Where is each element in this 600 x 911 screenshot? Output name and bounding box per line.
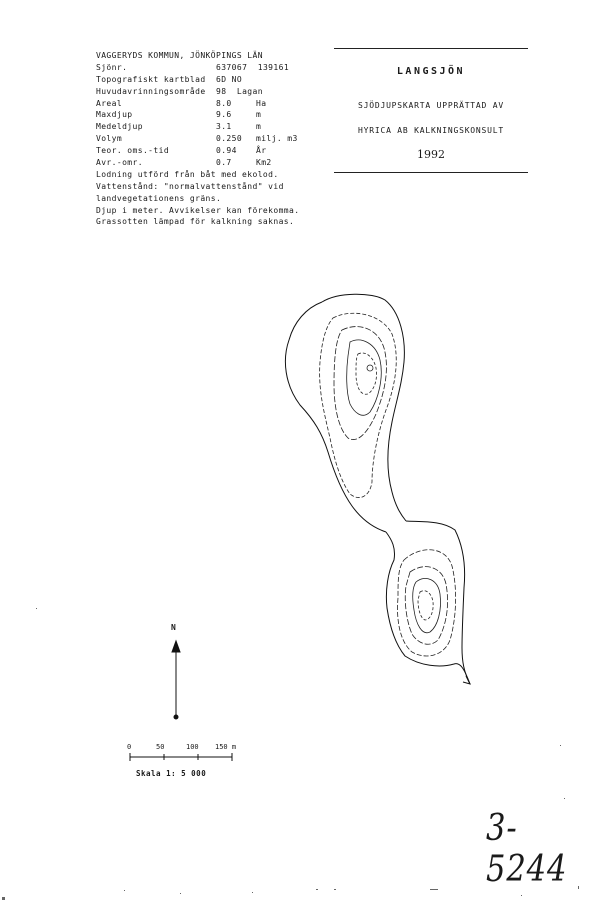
lake-name: LANGSJÖN (396, 66, 466, 77)
scale-tick-100: 100 (186, 743, 199, 751)
stat-key: Sjönr. (96, 62, 128, 72)
map-author: HYRICA AB KALKNINGSKONSULT (357, 126, 505, 135)
note-line: Lodning utförd från båt med ekolod. (96, 169, 279, 179)
contour-south-8m (418, 591, 433, 620)
lake-shoreline-north (322, 294, 406, 521)
lake-shoreline-south-west (386, 532, 470, 684)
north-arrow-icon (172, 641, 180, 719)
stat-value: 0.7 (216, 158, 232, 168)
handwritten-code: 3-5244 (486, 808, 568, 890)
stat-key: Teor. oms.-tid (96, 146, 170, 156)
stat-unit: m (256, 122, 262, 132)
stat-value: 8.0 (216, 98, 232, 108)
stat-key: Huvudavrinningsområde (96, 86, 206, 96)
stat-value: 0.94 (216, 146, 237, 156)
scale-tick-0: 0 (127, 743, 132, 751)
stat-key: Volym (96, 134, 123, 144)
contour-south-6m (413, 578, 441, 632)
scale-tick-50: 50 (156, 743, 165, 751)
stat-value: 6D NO (216, 74, 243, 84)
stat-unit: Km2 (256, 158, 272, 168)
contour-north-8m (356, 353, 377, 394)
scale-bar (130, 753, 232, 761)
map-subtitle: SJÖDJUPSKARTA UPPRÄTTAD AV (357, 101, 505, 110)
max-depth-marker (367, 365, 373, 371)
stat-key: Avr.-omr. (96, 158, 143, 168)
stat-key: Medeldjup (96, 122, 143, 132)
stat-key: Areal (96, 98, 123, 108)
stat-unit: milj. m3 (256, 134, 298, 144)
stat-key: Topografiskt kartblad (96, 74, 206, 84)
stat-value: 3.1 (216, 122, 232, 132)
lake-shoreline-south-east (406, 521, 470, 684)
stat-value: 0.250 (216, 134, 243, 144)
north-label: N (171, 623, 176, 632)
stat-key: Maxdjup (96, 110, 133, 120)
note-line: landvegetationens gräns. (96, 193, 222, 203)
municipality-label: VAGGERYDS KOMMUN, JÖNKÖPINGS LÄN (96, 51, 263, 60)
note-line: Grassotten lämpad för kalkning saknas. (96, 217, 295, 227)
stat-unit: År (256, 146, 267, 156)
contour-south-2m (398, 550, 456, 656)
note-line: Djup i meter. Avvikelser kan förekomma. (96, 205, 300, 215)
map-year: 1992 (417, 148, 445, 161)
stat-value: 98 Lagan (216, 86, 263, 96)
contour-north-2m (320, 313, 397, 497)
stat-unit: Ha (256, 98, 267, 108)
stat-value: 9.6 (216, 110, 232, 120)
scale-label: Skala 1: 5 000 (136, 769, 207, 778)
lake-shoreline-north-west (285, 302, 386, 532)
contour-north-4m (334, 327, 386, 440)
stat-value: 637067 139161 (216, 62, 290, 72)
scale-tick-150: 150 m (215, 743, 237, 751)
stat-unit: m (256, 110, 262, 120)
note-line: Vattenstånd: "normalvattenstånd" vid (96, 181, 284, 191)
